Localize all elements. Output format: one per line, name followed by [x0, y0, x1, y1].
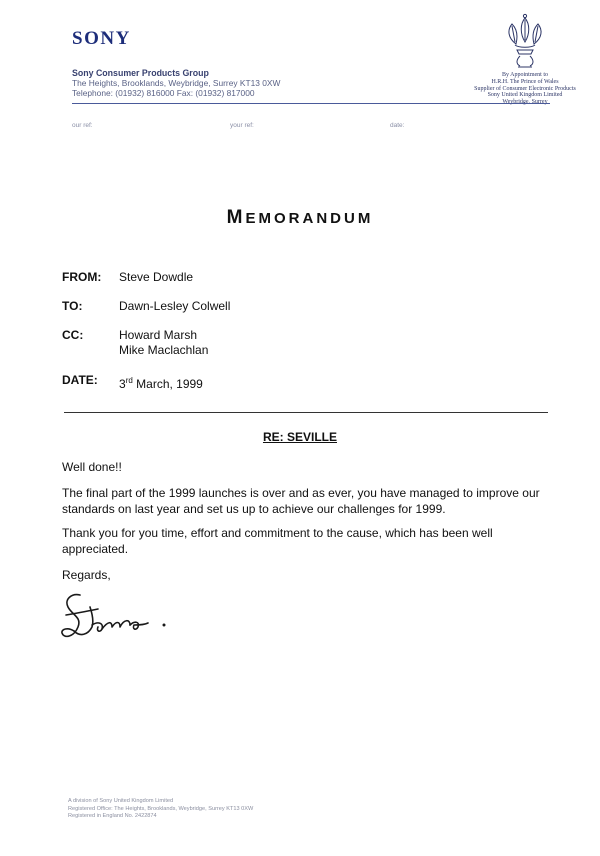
to-value: Dawn-Lesley Colwell [119, 299, 231, 313]
royal-warrant [455, 72, 595, 106]
footer [68, 798, 253, 821]
your-ref-label: your ref: [230, 122, 254, 129]
our-ref-label: our ref: [72, 122, 93, 129]
sony-logo: SONY [72, 28, 131, 49]
cc-value [119, 328, 208, 358]
warrant-line: By Appointment to [501, 72, 548, 78]
footer-line: Registered in England No. 2422874 [68, 813, 157, 820]
date-value: 3rd March, 1999 [119, 376, 203, 391]
company-address: The Heights, Brooklands, Weybridge, Surrey KT13 0XW [72, 78, 281, 89]
company-telephone: Telephone: (01932) 816000 Fax: (01932) 817000 [72, 88, 255, 99]
cc-recipient: Howard Marsh [119, 328, 198, 342]
cc-recipient: Mike Maclachlan [119, 343, 209, 357]
to-label: TO: [62, 299, 83, 313]
warrant-line: Sony United Kingdom Limited [487, 92, 563, 99]
company-name: Sony Consumer Products Group [72, 68, 209, 78]
from-label: FROM: [62, 270, 102, 284]
date-label: DATE: [62, 373, 98, 387]
header-divider [72, 103, 550, 104]
greeting: Well done!! [62, 460, 122, 474]
memorandum-title: MEMORANDUM [226, 207, 374, 228]
prince-of-wales-feathers-icon [498, 12, 552, 70]
from-value: Steve Dowdle [119, 270, 194, 284]
body-paragraph-1: The final part of the 1999 launches is over and as ever, you have managed to improve our standards on last year and set us up to achieve our challenges for 1999. [62, 486, 540, 516]
footer-line: Registered Office: The Heights, Brooklands, Weybridge, Surrey KT13 0XW [68, 805, 254, 812]
company-block [72, 68, 280, 99]
footer-line: A division of Sony United Kingdom Limited [68, 798, 174, 804]
subject-line: RE: SEVILLE [262, 430, 337, 444]
warrant-line: H.R.H. The Prince of Wales [491, 78, 559, 85]
handwritten-signature [58, 585, 188, 647]
closing: Regards, [62, 568, 111, 582]
subject-divider [64, 412, 548, 413]
cc-label: CC: [62, 328, 84, 342]
body-paragraph-2: Thank you for you time, effort and commitment to the cause, which has been well appreciated. [62, 526, 493, 556]
date-ref-label: date: [390, 122, 405, 129]
warrant-line: Supplier of Consumer Electronic Products [474, 85, 576, 92]
